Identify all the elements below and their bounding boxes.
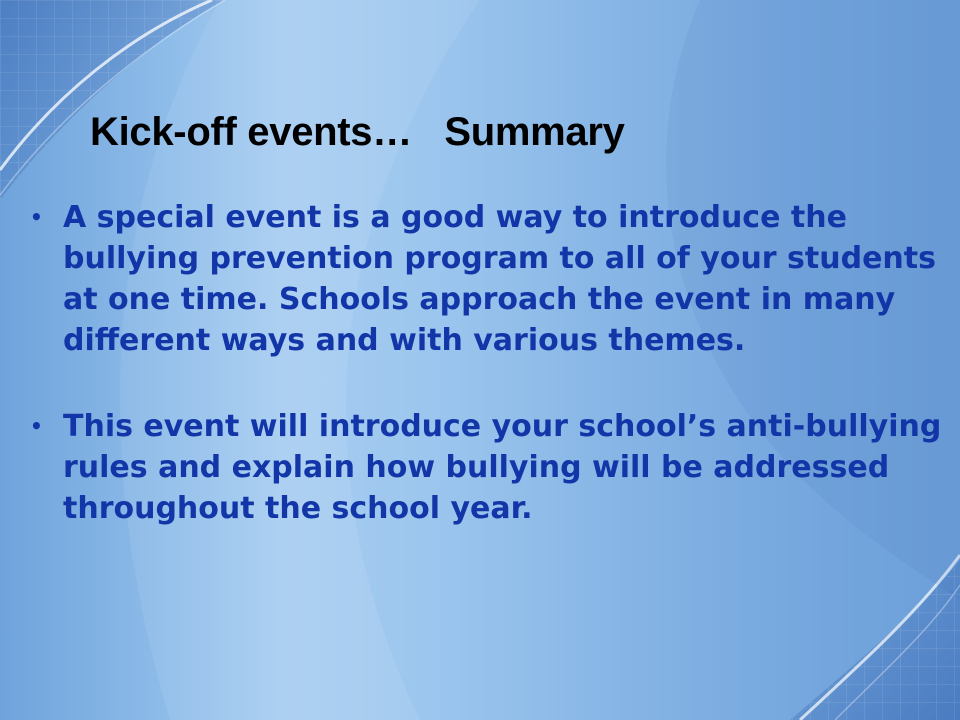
- bullet-text: This event will introduce your school’s anti-bullying rules and explain how bullying will be addressed throughout the school year.: [63, 409, 942, 526]
- slide-title: Kick-off events… Summary: [90, 110, 625, 154]
- bullet-text: A special event is a good way to introduce the bullying prevention program to all of your students at one time. Schools approach the event in many different ways and with various themes.: [63, 200, 936, 358]
- bullet-item-special-event: [30, 197, 942, 361]
- bullet-list: [30, 197, 942, 529]
- bullet-dot-icon: •: [30, 205, 43, 229]
- bullet-item-anti-bullying-rules: [30, 406, 942, 529]
- bullet-dot-icon: •: [30, 414, 43, 438]
